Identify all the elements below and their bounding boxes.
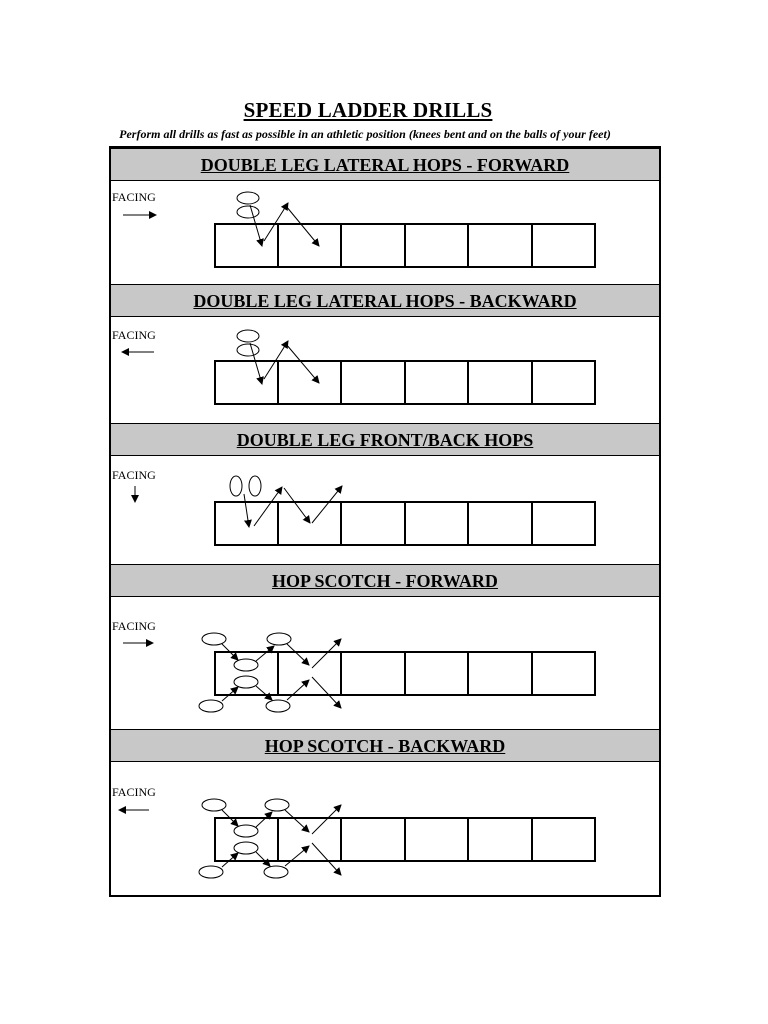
foot-icon (234, 825, 258, 837)
foot-icon (202, 633, 226, 645)
drill-header-2: DOUBLE LEG LATERAL HOPS - BACKWARD (111, 284, 659, 317)
ladder (215, 818, 595, 861)
foot-icon (237, 330, 259, 342)
foot-icon (264, 866, 288, 878)
drill-header-4: HOP SCOTCH - FORWARD (111, 564, 659, 597)
foot-icon (199, 866, 223, 878)
ladder (215, 361, 595, 404)
foot-icon (234, 676, 258, 688)
ladder (215, 224, 595, 267)
facing-label-4: FACING (112, 619, 156, 633)
facing-label-2: FACING (112, 328, 156, 342)
drill-header-1: DOUBLE LEG LATERAL HOPS - FORWARD (111, 148, 659, 181)
drill-1-diagram (123, 192, 595, 267)
foot-icon (237, 192, 259, 204)
page-title: SPEED LADDER DRILLS (243, 98, 493, 122)
drill-3-diagram (135, 476, 595, 545)
foot-icon (202, 799, 226, 811)
page-subtitle: Perform all drills as fast as possible in an athletic position (knees bent and on the balls of your feet) (119, 127, 611, 141)
foot-icon (267, 633, 291, 645)
foot-icon (199, 700, 223, 712)
drill-4-diagram (123, 633, 595, 712)
foot-icon (230, 476, 242, 496)
drill-2-diagram (122, 330, 595, 404)
foot-icon (234, 659, 258, 671)
ladder (215, 652, 595, 695)
foot-icon (234, 842, 258, 854)
foot-icon (249, 476, 261, 496)
facing-label-3: FACING (112, 468, 156, 482)
foot-icon (237, 344, 259, 356)
foot-icon (265, 799, 289, 811)
ladder (215, 502, 595, 545)
drill-header-3: DOUBLE LEG FRONT/BACK HOPS (111, 423, 659, 456)
drill-5-diagram (119, 799, 595, 878)
facing-label-5: FACING (112, 785, 156, 799)
drill-header-5: HOP SCOTCH - BACKWARD (111, 729, 659, 762)
foot-icon (266, 700, 290, 712)
foot-icon (237, 206, 259, 218)
facing-label-1: FACING (112, 190, 156, 204)
